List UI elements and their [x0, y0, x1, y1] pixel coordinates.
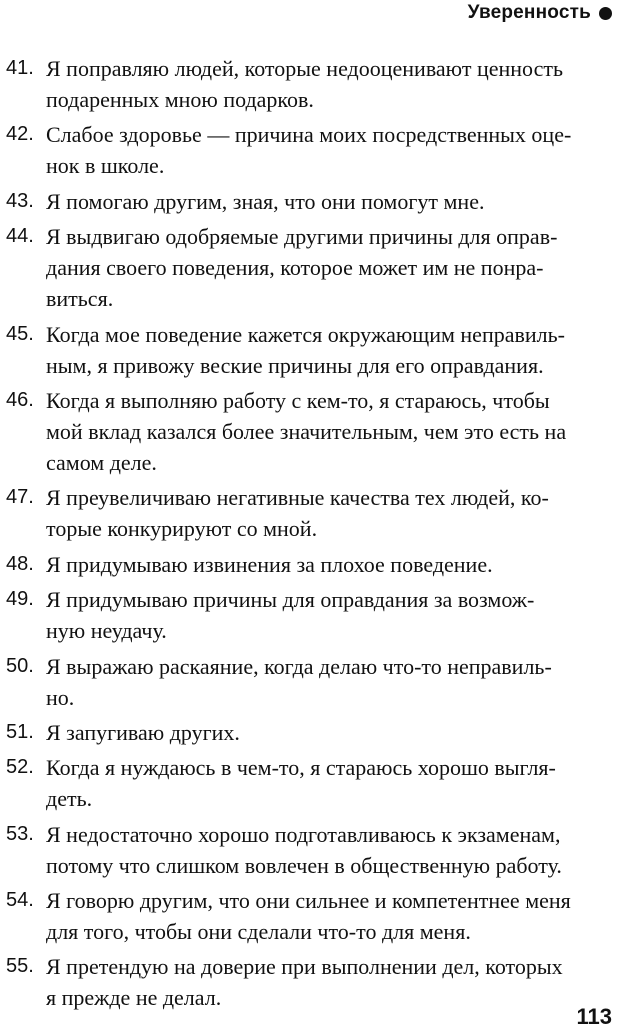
item-number: 47.: [6, 486, 34, 509]
list-item: [6, 53, 612, 115]
list-item: [6, 186, 612, 217]
item-text: Слабое здоровье — причина моих посредственных оце- нок в школе.: [46, 122, 572, 179]
item-text: Я запугиваю других.: [46, 719, 240, 745]
running-header: [468, 2, 612, 24]
list-item: [6, 951, 612, 1013]
item-number: 46.: [6, 388, 34, 411]
list-item: [6, 885, 612, 947]
item-text: Я претендую на доверие при выполнении дел, которых я прежде не делал.: [46, 954, 563, 1011]
filled-circle-icon: [599, 7, 612, 20]
item-text: Я поправляю людей, которые недооценивают ценность подаренных мною подарков.: [46, 56, 563, 112]
item-text: Я преувеличиваю негативные качества тех людей, ко- торые конкурируют со мной.: [46, 485, 549, 542]
item-text: Я придумываю извинения за плохое поведение.: [46, 551, 493, 577]
item-text: Когда мое поведение кажется окружающим неправиль- ным, я привожу веские причины для его оправдания.: [46, 321, 565, 378]
section-title: Уверенность: [467, 2, 591, 23]
list-item: [6, 752, 612, 814]
list-item: [6, 119, 612, 181]
item-number: 45.: [6, 322, 34, 345]
list-item: [6, 319, 612, 381]
list-item: [6, 651, 612, 713]
item-number: 52.: [6, 756, 34, 779]
item-number: 48.: [6, 552, 34, 575]
list-item: [6, 482, 612, 544]
item-text: Я недостаточно хорошо подготавливаюсь к экзаменам, потому что слишком вовлечен в общественную работу.: [46, 821, 562, 878]
list-item: [6, 385, 612, 478]
item-text: Я придумываю причины для оправдания за возмож- ную неудачу.: [46, 587, 535, 644]
item-number: 41.: [6, 57, 34, 79]
item-text: Когда я выполняю работу с кем-то, я стараюсь, чтобы мой вклад казался более значительным, чем это есть на самом деле.: [46, 387, 567, 475]
list-item: [6, 549, 612, 580]
page-number: 113: [576, 1004, 612, 1029]
list-item: [6, 584, 612, 646]
item-text: Я говорю другим, что они сильнее и компетентнее меня для того, чтобы они сделали что-то для меня.: [46, 888, 571, 945]
item-text: Я выражаю раскаяние, когда делаю что-то неправиль- но.: [46, 653, 552, 710]
item-number: 50.: [6, 654, 34, 677]
item-number: 53.: [6, 822, 34, 845]
list-item: [6, 717, 612, 748]
item-number: 42.: [6, 123, 34, 146]
list-item: [6, 819, 612, 881]
list-item: [6, 221, 612, 314]
item-number: 54.: [6, 889, 34, 912]
item-text: Когда я нуждаюсь в чем-то, я стараюсь хорошо выгля- деть.: [46, 755, 556, 812]
item-number: 44.: [6, 225, 34, 248]
item-number: 51.: [6, 720, 34, 743]
item-text: Я помогаю другим, зная, что они помогут мне.: [46, 188, 485, 214]
item-number: 55.: [6, 955, 34, 978]
item-number: 49.: [6, 588, 34, 611]
item-number: 43.: [6, 189, 34, 212]
questionnaire-list: [6, 53, 612, 1018]
item-text: Я выдвигаю одобряемые другими причины для оправ- дания своего поведения, которое может им не понра- виться.: [46, 224, 558, 312]
